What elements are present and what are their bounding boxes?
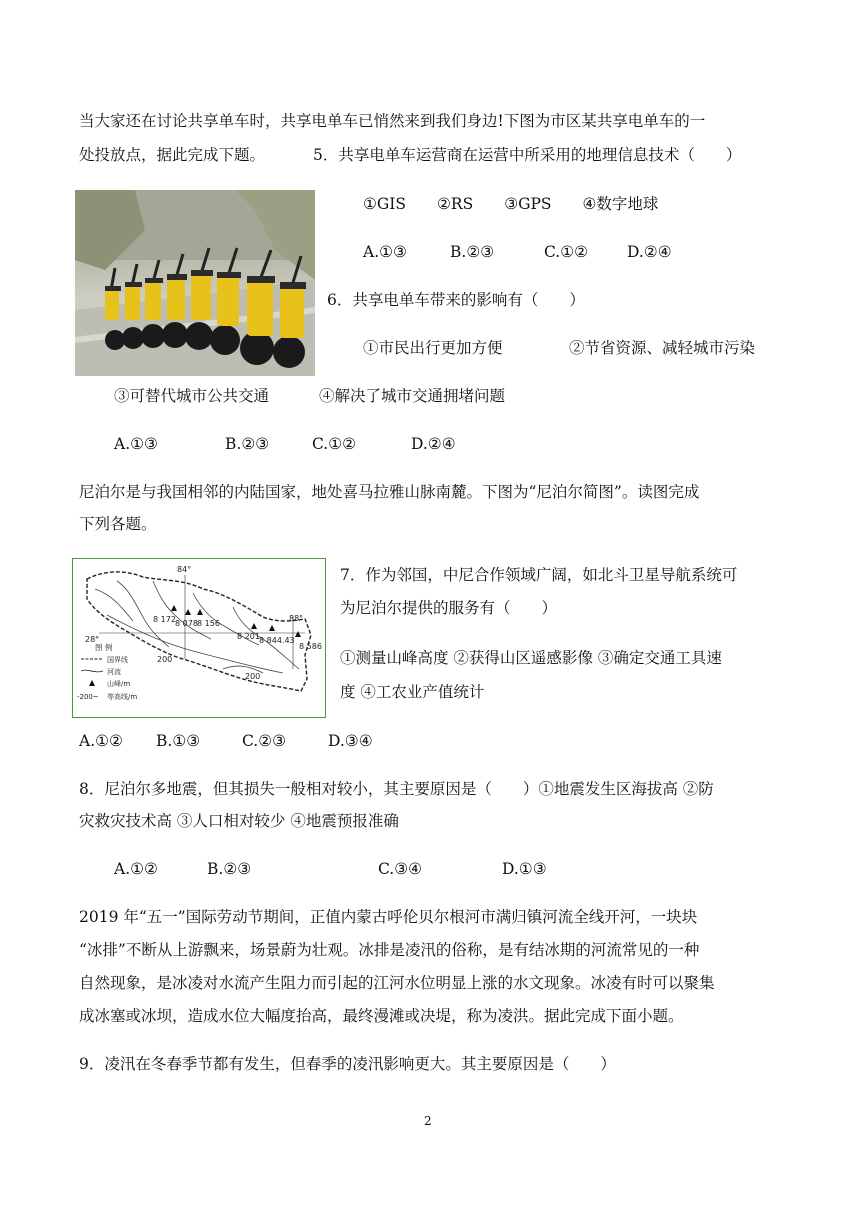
intro3-line2: “冰排”不断从上游飘来，场景蔚为壮观。冰排是凌汛的俗称，是有结冰期的河流常见的一种 bbox=[79, 941, 700, 959]
map-legend-contour-prefix: -200~ bbox=[77, 693, 99, 701]
intro1-line1: 当大家还在讨论共享单车时，共享电单车已悄然来到我们身边!下图为市区某共享电单车的一 bbox=[79, 112, 706, 130]
q6-item-3: ③可替代城市公共交通 bbox=[114, 387, 270, 405]
q6-item-1: ①市民出行更加方便 bbox=[363, 339, 503, 357]
q6-option-a: A.①③ bbox=[114, 435, 158, 453]
map-legend-border: 国界线 bbox=[107, 656, 128, 664]
q7-option-b: B.①③ bbox=[156, 732, 201, 750]
intro2-line1: 尼泊尔是与我国相邻的内陆国家，地处喜马拉雅山脉南麓。下图为“尼泊尔简图”。读图完成 bbox=[79, 483, 700, 501]
map-legend bbox=[77, 642, 137, 701]
q8-option-c: C.③④ bbox=[378, 860, 423, 878]
q6-stem: 6．共享电单车带来的影响有（ ） bbox=[327, 291, 585, 309]
shared-ebike-photo bbox=[75, 190, 315, 376]
q5-option-d: D.②④ bbox=[627, 243, 672, 261]
intro3-line1: 2019 年“五一”国际劳动节期间，正值内蒙古呼伦贝尔根河市满归镇河流全线开河，一块块 bbox=[79, 908, 698, 926]
q5-items: ①GIS ②RS ③GPS ④数字地球 bbox=[363, 195, 659, 213]
q7-option-d: D.③④ bbox=[328, 732, 373, 750]
q7-items-line1: ①测量山峰高度 ②获得山区遥感影像 ③确定交通工具速 bbox=[340, 649, 722, 667]
q8-option-a: A.①② bbox=[114, 860, 158, 878]
q5-option-c: C.①② bbox=[544, 243, 589, 261]
q5-option-b: B.②③ bbox=[450, 243, 495, 261]
map-latitude-28: 28° bbox=[85, 635, 100, 644]
q8-stem-line2: 灾救灾技术高 ③人口相对较少 ④地震预报准确 bbox=[79, 812, 399, 830]
q6-item-4: ④解决了城市交通拥堵问题 bbox=[319, 387, 506, 405]
intro3-line3: 自然现象，是冰凌对水流产生阻力而引起的江河水位明显上涨的水文现象。冰凌有时可以聚集 bbox=[79, 974, 715, 992]
intro3-line4: 成冰塞或冰坝，造成水位大幅度抬高，最终漫滩或决堤，称为凌洪。据此完成下面小题。 bbox=[79, 1007, 684, 1025]
map-legend-contour: 等高线/m bbox=[107, 693, 138, 701]
q6-option-c: C.①② bbox=[312, 435, 357, 453]
q5-option-a: A.①③ bbox=[363, 243, 407, 261]
q8-stem-line1: 8．尼泊尔多地震，但其损失一般相对较小，其主要原因是（ ）①地震发生区海拔高 ②防 bbox=[79, 780, 714, 798]
q7-items-line2: 度 ④工农业产值统计 bbox=[340, 683, 485, 701]
map-peak-8156: 8 156 bbox=[197, 619, 220, 628]
map-peak-8172: 8 172 bbox=[153, 615, 176, 624]
map-peak-8586: 8 586 bbox=[299, 642, 322, 651]
q7-stem-line2: 为尼泊尔提供的服务有（ ） bbox=[340, 599, 558, 617]
nepal-map bbox=[72, 558, 326, 718]
intro2-line2: 下列各题。 bbox=[79, 515, 157, 533]
map-legend-river: 河流 bbox=[107, 668, 121, 676]
q6-item-2: ②节省资源、减轻城市污染 bbox=[569, 339, 756, 357]
q7-option-a: A.①② bbox=[79, 732, 123, 750]
map-peak-8078: 8 078 bbox=[175, 619, 198, 628]
page-number: 2 bbox=[424, 1114, 432, 1128]
map-longitude-84: 84° bbox=[177, 565, 192, 574]
q7-option-c: C.②③ bbox=[242, 732, 287, 750]
q9-stem: 9．凌汛在冬春季节都有发生，但春季的凌汛影响更大。其主要原因是（ ） bbox=[79, 1055, 616, 1073]
intro1-line2: 处投放点，据此完成下题。 bbox=[79, 146, 266, 164]
map-peak-8201: 8 201 bbox=[237, 632, 260, 641]
q6-option-b: B.②③ bbox=[225, 435, 270, 453]
map-longitude-88: 88° bbox=[289, 614, 304, 623]
map-contour-label-2: 200 bbox=[245, 672, 261, 681]
q8-option-b: B.②③ bbox=[207, 860, 252, 878]
map-peak-8844: 8 844.43 bbox=[259, 636, 295, 645]
map-legend-peak: 山峰/m bbox=[107, 680, 131, 688]
q5-stem: 5．共享电单车运营商在运营中所采用的地理信息技术（ ） bbox=[313, 146, 742, 164]
map-contour-label-1: 200 bbox=[157, 655, 173, 664]
q8-option-d: D.①③ bbox=[502, 860, 547, 878]
map-legend-title: 图 例 bbox=[95, 643, 113, 652]
q6-option-d: D.②④ bbox=[411, 435, 456, 453]
q7-stem-line1: 7．作为邻国，中尼合作领域广阔，如北斗卫星导航系统可 bbox=[340, 566, 738, 584]
